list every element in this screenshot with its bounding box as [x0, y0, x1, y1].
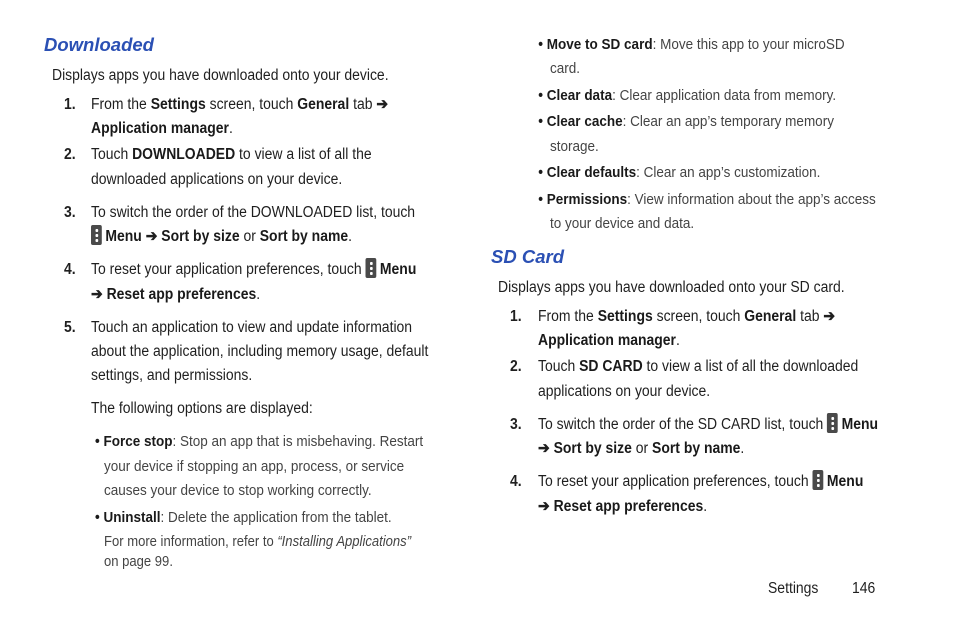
bullet-item: • Permissions: View information about the app’s access — [538, 191, 876, 208]
step-text: ➔ Reset app preferences. — [91, 286, 261, 303]
intro-text: Displays apps you have downloaded onto your device. — [52, 67, 389, 84]
step-number: 4. — [510, 473, 522, 490]
footer-section: Settings — [768, 580, 819, 597]
step-number: 3. — [64, 204, 76, 221]
step-text: Touch an application to view and update information — [91, 319, 413, 336]
step-number: 2. — [64, 146, 76, 163]
bullet-item: • Clear data: Clear application data from memory. — [538, 87, 837, 104]
step-text: applications on your device. — [538, 383, 711, 400]
step-text: To switch the order of the SD CARD list, touch Menu — [538, 413, 878, 437]
step-text: From the Settings screen, touch General tab ➔ — [91, 96, 389, 113]
step-text: about the application, including memory usage, default — [91, 343, 429, 360]
page-number: 146 — [852, 580, 876, 597]
section-heading-downloaded: Downloaded — [44, 34, 154, 55]
step-text: settings, and permissions. — [91, 367, 253, 384]
bullet-item: • Move to SD card: Move this app to your microSD — [538, 36, 845, 53]
bullet-item-text: causes your device to stop working correctly. — [104, 482, 372, 499]
step-text: ➔ Reset app preferences. — [538, 498, 708, 515]
bullet-item: • Clear cache: Clear an app’s temporary memory — [538, 113, 834, 130]
step-text: ➔ Sort by size or Sort by name. — [538, 440, 745, 457]
bullet-item-text: your device if stopping an app, process, or service — [104, 458, 405, 475]
step-text: To switch the order of the DOWNLOADED list, touch — [91, 204, 416, 221]
options-intro: The following options are displayed: — [91, 400, 313, 417]
step-text: Menu ➔ Sort by size or Sort by name. — [91, 225, 352, 249]
step-number: 4. — [64, 261, 76, 278]
step-number: 5. — [64, 319, 76, 336]
bullet-item-text: card. — [550, 60, 581, 77]
intro-text: Displays apps you have downloaded onto your SD card. — [498, 279, 845, 296]
step-number: 3. — [510, 416, 522, 433]
step-text: Touch DOWNLOADED to view a list of all the — [91, 146, 372, 163]
more-info-text: For more information, refer to “Installing Applications” — [104, 534, 412, 550]
step-text: From the Settings screen, touch General tab ➔ — [538, 308, 836, 325]
step-text: To reset your application preferences, touch Menu — [91, 258, 416, 282]
bullet-item-text: to your device and data. — [550, 215, 695, 232]
bullet-item: • Force stop: Stop an app that is misbehaving. Restart — [95, 433, 424, 450]
bullet-item-text: storage. — [550, 138, 599, 155]
more-info-text: on page 99. — [104, 554, 173, 570]
step-number: 2. — [510, 358, 522, 375]
bullet-item: • Uninstall: Delete the application from the tablet. — [95, 509, 392, 526]
section-heading-sd-card: SD Card — [491, 246, 564, 267]
step-number: 1. — [510, 308, 522, 325]
menu-icon — [827, 413, 838, 433]
step-text: To reset your application preferences, touch Menu — [538, 470, 863, 494]
bullet-item: • Clear defaults: Clear an app’s customization. — [538, 164, 821, 181]
menu-icon — [813, 470, 824, 490]
step-text: Application manager. — [538, 332, 680, 349]
cross-reference-link[interactable]: “Installing Applications” — [277, 534, 412, 550]
step-text: Touch SD CARD to view a list of all the downloaded — [538, 358, 859, 375]
menu-icon — [91, 225, 102, 245]
step-text: Application manager. — [91, 120, 233, 137]
menu-icon — [366, 258, 377, 278]
step-text: downloaded applications on your device. — [91, 171, 343, 188]
step-number: 1. — [64, 96, 76, 113]
